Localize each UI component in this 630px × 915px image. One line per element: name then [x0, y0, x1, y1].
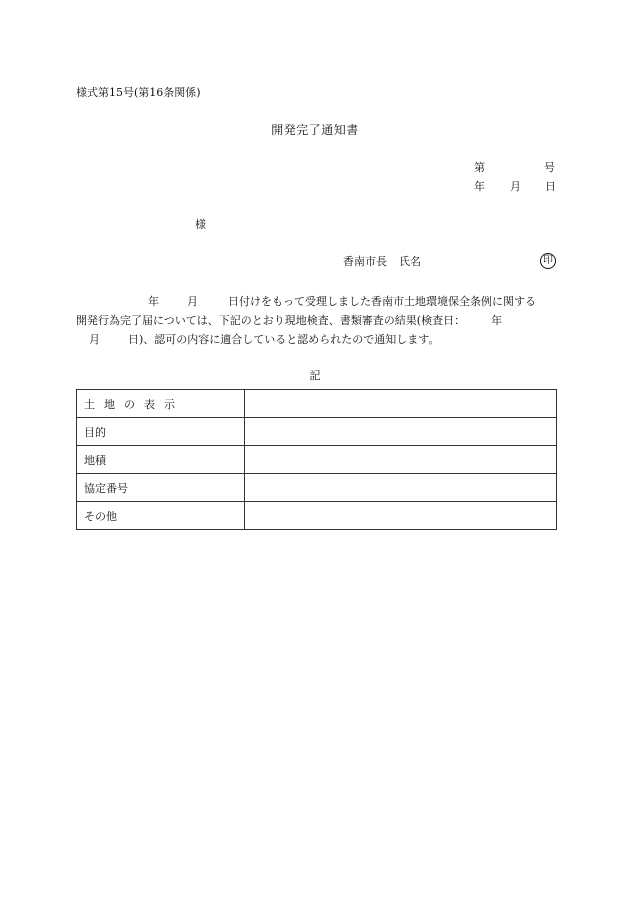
form-number: 様式第15号(第16条関係) — [76, 86, 201, 99]
row-value-land — [245, 390, 557, 418]
body-month-1: 月 — [187, 295, 198, 308]
document-title: 開発完了通知書 — [271, 123, 359, 137]
table-row — [77, 418, 557, 446]
body-year-2: 年 — [491, 314, 503, 327]
date-month: 月 — [510, 180, 521, 193]
seal-mark: 印 — [540, 253, 556, 269]
body-line-1 — [76, 292, 562, 311]
addressee-suffix: 様 — [195, 218, 206, 231]
body-text-1: 日付けをもって受理しました香南市土地環境保全条例に関する — [228, 295, 536, 308]
row-label-other: その他 — [77, 502, 245, 530]
row-label-agreement-number: 協定番号 — [77, 474, 245, 502]
info-table — [76, 389, 557, 530]
table-row — [77, 502, 557, 530]
notice-body — [76, 292, 562, 349]
document-number-prefix: 第 — [474, 161, 485, 174]
row-value-agreement-number — [245, 474, 557, 502]
body-text-2: 開発行為完了届については、下記のとおり現地検査、書類審査の結果(検査日： — [76, 314, 466, 327]
table-row — [77, 446, 557, 474]
body-line-2 — [76, 311, 562, 330]
body-year-1: 年 — [148, 295, 159, 308]
issuer-line — [343, 255, 421, 269]
row-value-other — [245, 502, 557, 530]
row-label-land: 土地の表示 — [77, 390, 245, 418]
date-year: 年 — [474, 180, 485, 193]
ki-heading: 記 — [309, 369, 321, 382]
issuer-name-label: 氏名 — [399, 255, 421, 268]
row-label-area: 地積 — [77, 446, 245, 474]
body-month-3: 月 — [89, 333, 100, 346]
table-row — [77, 474, 557, 502]
row-label-purpose: 目的 — [77, 418, 245, 446]
table-row — [77, 390, 557, 418]
body-text-3: 日)、認可の内容に適合していると認められたので通知します。 — [128, 333, 440, 346]
row-value-purpose — [245, 418, 557, 446]
issuer-title: 香南市長 — [343, 255, 387, 268]
row-value-area — [245, 446, 557, 474]
body-line-3 — [76, 330, 562, 349]
document-number-suffix: 号 — [544, 161, 555, 174]
date-day: 日 — [545, 180, 556, 193]
